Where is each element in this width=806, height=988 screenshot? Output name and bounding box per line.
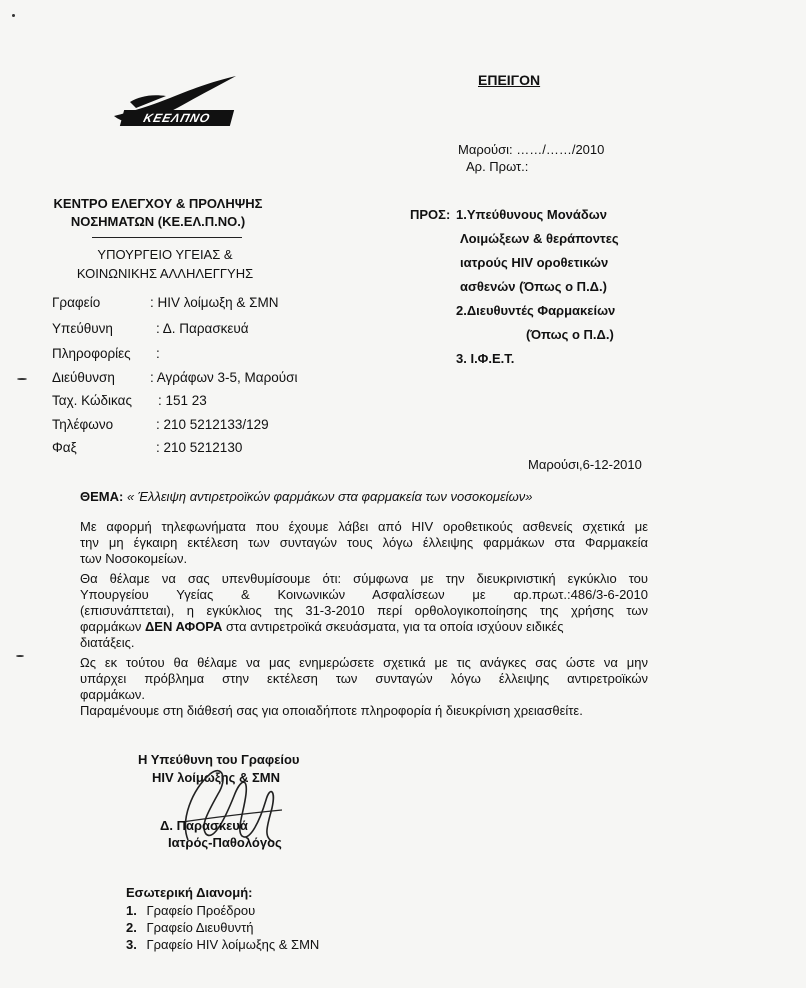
distribution-item-number: 1. [126, 903, 137, 918]
body-p3-line1: Ως εκ τούτου θα θέλαμε να μας ενημερώσετε σχετικά με τις ανάγκες σας ώστε να μην [80, 655, 648, 670]
reference-date: Μαρούσι: ……/……/2010 [458, 142, 605, 157]
recipient-1-line2: Λοιμώξεων & θεράποντες [460, 231, 619, 246]
detail-value-fax: : 210 5212130 [156, 440, 243, 455]
distribution-item [126, 937, 319, 952]
detail-value-phone: : 210 5212133/129 [156, 417, 269, 432]
recipient-1-line1: 1.Υπεύθυνους Μονάδων [456, 207, 607, 222]
distribution-item-number: 2. [126, 920, 137, 935]
recipient-2-line1: 2.Διευθυντές Φαρμακείων [456, 303, 616, 318]
reference-protocol: Αρ. Πρωτ.: [466, 159, 529, 174]
detail-label-fax: Φαξ [52, 440, 77, 455]
ministry-line1: ΥΠΟΥΡΓΕΙΟ ΥΓΕΙΑΣ & [97, 247, 233, 262]
distribution-item-text: Γραφείο HIV λοίμωξης & ΣΜΝ [146, 937, 320, 952]
distribution-item [126, 903, 255, 918]
body-p2-line2: Υπουργείου Υγείας & Κοινωνικών Ασφαλίσεων με αρ.πρωτ.:486/3-6-2010 [80, 587, 648, 602]
body-p1-line2: την μη έγκαιρη εκτέλεση των συνταγών τους λόγω έλλειψης φαρμάκων στα Φαρμακεία [80, 535, 648, 550]
org-name-line1: ΚΕΝΤΡΟ ΕΛΕΓΧΟΥ & ΠΡΟΛΗΨΗΣ [53, 196, 263, 211]
distribution-item [126, 920, 253, 935]
detail-label-postcode: Ταχ. Κώδικας [52, 393, 132, 408]
recipients-label: ΠΡΟΣ: [410, 207, 451, 222]
detail-label-phone: Τηλέφωνο [52, 417, 114, 432]
subject-line [80, 489, 532, 504]
distribution-item-text: Γραφείο Διευθυντή [146, 920, 254, 935]
recipient-1-line4: ασθενών (Όπως ο Π.Δ.) [460, 279, 607, 294]
body-p2-line1: Θα θέλαμε να σας υπενθυμίσουμε ότι: σύμφωνα με την διευκρινιστική εγκύκλιο του [80, 571, 648, 586]
body-p1-line1: Με αφορμή τηλεφωνήματα που έχουμε λάβει από HIV οροθετικούς ασθενείς σχετικά με [80, 519, 648, 534]
signatory-title: Ιατρός-Παθολόγος [168, 835, 282, 850]
body-p3-line2: υπάρχει πρόβλημα στην εκτέλεση των συνταγών λόγω έλλειψης αντιρετροϊκών [80, 671, 648, 686]
detail-value-office: : HIV λοίμωξη & ΣΜΝ [150, 295, 279, 310]
org-name-line2: ΝΟΣΗΜΑΤΩΝ (ΚΕ.ΕΛ.Π.ΝΟ.) [70, 214, 246, 229]
body-p2-line4 [80, 619, 648, 635]
signature-line2: HIV λοίμωξης & ΣΜΝ [152, 770, 280, 785]
detail-label-head: Υπεύθυνη [52, 321, 113, 336]
distribution-item-text: Γραφείο Προέδρου [146, 903, 256, 918]
distribution-title: Εσωτερική Διανομή: [126, 885, 253, 900]
detail-value-postcode: : 151 23 [158, 393, 207, 408]
body-p2-line3: (επισυνάπτεται), η εγκύκλιος της 31-3-2010 περί ορθολογικοποίησης της χρήσης των [80, 603, 648, 618]
signature-line1: Η Υπεύθυνη του Γραφείου [138, 752, 300, 767]
recipient-3: 3. Ι.Φ.Ε.Τ. [456, 351, 515, 366]
signatory-name: Δ. Παρασκευά [160, 818, 248, 833]
detail-value-info: : [156, 346, 160, 361]
body-p2-line5: διατάξεις. [80, 635, 135, 650]
body-p4: Παραμένουμε στη διάθεσή σας για οποιαδήποτε πληροφορία ή διευκρίνιση χρειασθείτε. [80, 703, 583, 718]
detail-label-office: Γραφείο [52, 295, 101, 310]
logo-wordmark: ΚΕΕΛΠΝΟ [120, 110, 234, 126]
detail-label-info: Πληροφορίες [52, 346, 131, 361]
scan-speck [12, 14, 15, 17]
recipient-2-line2: (Όπως ο Π.Δ.) [526, 327, 614, 342]
scan-speck [17, 378, 27, 380]
letter-date: Μαρούσι,6-12-2010 [528, 457, 642, 472]
urgent-stamp: ΕΠΕΙΓΟΝ [478, 72, 541, 88]
body-p2-line4-end: στα αντιρετροϊκά σκευάσματα, για τα οποία ισχύουν ειδικές [222, 619, 564, 634]
subject-label: ΘΕΜΑ: [80, 489, 124, 504]
detail-value-address: : Αγράφων 3-5, Μαρούσι [150, 370, 298, 385]
org-divider [92, 237, 242, 238]
scan-speck [16, 655, 24, 657]
recipient-1-line3: ιατρούς HIV οροθετικών [460, 255, 609, 270]
body-p3-line3: φαρμάκων. [80, 687, 145, 702]
detail-label-address: Διεύθυνση [52, 370, 115, 385]
detail-value-head: : Δ. Παρασκευά [156, 321, 249, 336]
body-emphasis: ΔΕΝ ΑΦΟΡΑ [144, 619, 223, 634]
distribution-item-number: 3. [126, 937, 137, 952]
ministry-line2: ΚΟΙΝΩΝΙΚΗΣ ΑΛΛΗΛΕΓΓΥΗΣ [76, 266, 254, 281]
body-p2-line4-start: φαρμάκων [80, 619, 145, 634]
subject-text: « Έλλειψη αντιρετροϊκών φαρμάκων στα φαρμακεία των νοσοκομείων» [123, 489, 533, 504]
body-p1-line3: των Νοσοκομείων. [80, 551, 188, 566]
